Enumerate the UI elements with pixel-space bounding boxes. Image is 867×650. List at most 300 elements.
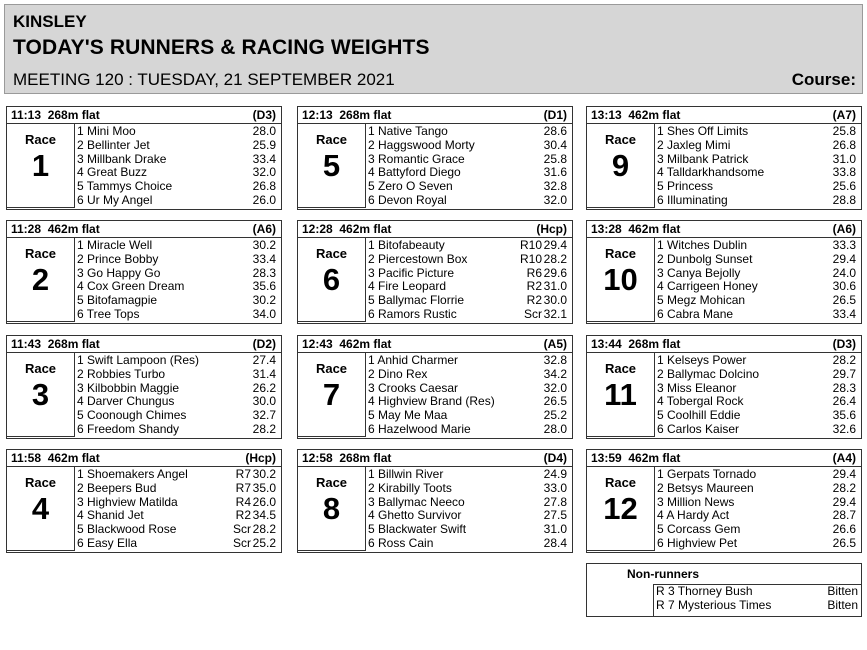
runner-row [76,509,279,523]
non-runners-list [653,584,861,616]
runner-name: 3 Million News [657,494,735,509]
runner-weight: 31.0 [543,522,567,537]
runner-name: 5 Tammys Choice [77,179,173,194]
runner-row [76,253,279,267]
runner-row [367,267,570,281]
runner-name: 4 Cox Green Dream [77,279,185,294]
runner-name: 1 Billwin River [368,467,444,481]
race-grade: (D3) [252,108,276,122]
runner-name: 5 Bitofamagpie [77,293,158,308]
runner-weight: 25.8 [832,124,856,138]
race-card [6,335,282,439]
runner-weight: 33.8 [832,165,856,180]
runner-name: 3 Crooks Caesar [368,380,459,395]
runner-name: 3 Millbank Drake [77,151,167,166]
runner-row [656,509,859,523]
race-time-distance [11,337,100,351]
runner-handicap: R10 [519,238,542,252]
runner-weight: 26.2 [252,380,276,395]
runner-row [76,239,279,253]
runner-weight: 32.7 [252,408,276,423]
runner-name: 5 Zero O Seven [368,179,453,194]
runner-list [367,354,570,437]
runner-row [76,423,279,437]
runner-weight: 25.6 [832,179,856,194]
runner-handicap: R10 [519,251,542,266]
runner-name: 4 Darver Chungus [77,394,175,409]
race-card [297,335,573,439]
runner-weight: 33.3 [832,238,856,252]
runner-weight: 33.4 [252,151,276,166]
race-distance: 462m flat [628,451,681,465]
runner-weight: 33.0 [543,480,567,495]
race-time-distance [302,451,391,465]
runner-row [76,482,279,496]
runner-name: 4 Great Buzz [77,165,148,180]
race-header [587,336,861,353]
runner-list [76,468,279,551]
race-time-distance [11,108,100,122]
runner-name: 3 Highview Matilda [77,494,178,509]
race-card [6,220,282,324]
runner-weight: 28.6 [543,124,567,138]
runner-handicap: Scr [524,306,542,321]
non-runners-title: Non-runners [627,567,699,581]
runner-row [656,253,859,267]
page-title: TODAY'S RUNNERS & RACING WEIGHTS [13,36,430,59]
runner-weight: 35.6 [252,279,276,294]
runner-handicap: R7 [235,467,251,481]
runner-list [76,239,279,322]
race-grade: (D4) [543,451,567,465]
race-label: Race [315,361,348,376]
runner-weight: 26.5 [832,293,856,308]
runner-weight: 25.9 [252,137,276,152]
runner-name: 1 Witches Dublin [657,238,748,252]
runner-weight: 32.0 [543,380,567,395]
runner-row [367,395,570,409]
runner-name: 2 Jaxleg Mimi [657,137,731,152]
runner-row [76,194,279,208]
non-runner-reason: Bitten [827,584,858,598]
race-card [586,220,862,324]
race-header [298,107,572,124]
runner-row [367,166,570,180]
runner-name: 2 Haggswood Morty [368,137,475,152]
runner-weight: 30.2 [252,238,276,252]
runner-weight: 24.0 [832,265,856,280]
runner-weight: 27.5 [543,508,567,523]
runner-row [656,267,859,281]
race-grade: (A5) [543,337,567,351]
race-number-panel [7,124,75,208]
runner-weight: 31.6 [543,165,567,180]
runner-name: 2 Piercestown Box [368,251,468,266]
runner-weight: 28.2 [832,480,856,495]
non-runners-box [586,563,862,617]
runner-name: 1 Gerpats Tornado [657,467,757,481]
race-label: Race [604,246,637,261]
runner-row [367,180,570,194]
race-number: 1 [31,148,50,183]
race-distance: 268m flat [339,108,392,122]
runner-row [656,280,859,294]
runner-name: 5 Blackwater Swift [368,522,467,537]
runner-name: 2 Beepers Bud [77,480,157,495]
runner-row [656,423,859,437]
runner-row [76,267,279,281]
runner-name: 6 Easy Ella [77,535,138,550]
runner-weight: 32.8 [543,179,567,194]
race-header [298,450,572,467]
runner-name: 5 Coonough Chimes [77,408,187,423]
race-header [7,107,281,124]
runner-weight: 28.2 [832,353,856,367]
race-header [298,336,572,353]
race-number-panel [587,467,655,551]
race-label: Race [24,475,57,490]
runner-row [76,523,279,537]
runner-weight: 31.0 [543,279,567,294]
race-number-panel [7,238,75,322]
runner-name: 4 Fire Leopard [368,279,447,294]
runner-weight: 28.2 [252,421,276,436]
runner-weight: 30.0 [252,394,276,409]
race-number: 7 [322,377,341,412]
runner-row [656,468,859,482]
race-grade: (A7) [832,108,856,122]
runner-row [76,308,279,322]
runner-name: 4 Tobergal Rock [657,394,744,409]
race-number: 8 [322,491,341,526]
runner-row [367,523,570,537]
race-header [587,221,861,238]
runner-weight: 29.4 [832,251,856,266]
runner-row [656,139,859,153]
runner-weight: 30.6 [832,279,856,294]
runner-name: 1 Shes Off Limits [657,124,749,138]
race-label: Race [604,361,637,376]
race-header [587,450,861,467]
runner-name: 5 May Me Maa [368,408,448,423]
race-grade: (A4) [832,451,856,465]
runner-row [76,280,279,294]
race-time-distance [591,337,680,351]
runner-row [656,368,859,382]
race-number-panel [587,124,655,208]
runner-weight: 29.4 [832,494,856,509]
runner-row [76,537,279,551]
runner-name: 3 Go Happy Go [77,265,161,280]
race-grade: (A6) [832,222,856,236]
runner-weight: 28.4 [543,535,567,550]
race-label: Race [604,475,637,490]
runner-weight: 25.2 [252,535,276,550]
race-card [297,220,573,324]
runner-name: 5 Coolhill Eddie [657,408,741,423]
runner-handicap: R7 [235,480,251,495]
race-grade: (D2) [252,337,276,351]
meeting-info: MEETING 120 : TUESDAY, 21 SEPTEMBER 2021 [13,70,395,89]
race-time-distance [591,108,680,122]
runner-name: 1 Anhid Charmer [368,353,459,367]
runner-name: 6 Freedom Shandy [77,421,180,436]
runner-weight: 34.5 [252,508,276,523]
race-distance: 268m flat [47,108,100,122]
race-grade: (D1) [543,108,567,122]
race-distance: 268m flat [47,337,100,351]
race-time: 11:28 [11,222,42,236]
runner-list [76,354,279,437]
runner-weight: 34.0 [252,306,276,321]
race-number-panel [298,124,366,208]
race-number: 2 [31,262,50,297]
runner-name: 6 Devon Royal [368,192,447,207]
race-number-panel [7,467,75,551]
runner-weight: 24.9 [543,467,567,481]
runner-weight: 28.2 [543,251,567,266]
runner-name: 5 Princess [657,179,714,194]
runner-row [367,139,570,153]
runner-name: 3 Kilbobbin Maggie [77,380,180,395]
runner-row [76,294,279,308]
runner-name: 5 Ballymac Florrie [368,293,465,308]
runner-list [656,239,859,322]
runner-row [76,382,279,396]
runner-name: 6 Carlos Kaiser [657,421,740,436]
runner-row [656,409,859,423]
runner-list [367,468,570,551]
runner-name: 2 Bellinter Jet [77,137,150,152]
runner-row [656,523,859,537]
runner-name: 4 Talldarkhandsome [657,165,765,180]
runner-name: 3 Pacific Picture [368,265,455,280]
race-time: 11:58 [11,451,42,465]
race-number-panel [587,353,655,437]
runner-weight: 27.4 [252,353,276,367]
runner-row [76,368,279,382]
runner-name: 6 Ross Cain [368,535,434,550]
runner-row [656,180,859,194]
race-header [7,221,281,238]
race-header [7,336,281,353]
runner-weight: 32.8 [543,353,567,367]
race-time: 12:43 [302,337,333,351]
runner-row [367,382,570,396]
runner-row [656,294,859,308]
runner-handicap: R6 [526,265,542,280]
org-name: KINSLEY [13,12,87,31]
runner-row [367,368,570,382]
runner-name: 6 Cabra Mane [657,306,734,321]
race-distance: 462m flat [628,108,681,122]
runner-row [367,409,570,423]
race-distance: 462m flat [339,222,392,236]
runner-row [656,354,859,368]
runner-list [367,239,570,322]
runner-row [367,423,570,437]
runner-weight: 29.4 [543,238,567,252]
non-runner-name: R 7 Mysterious Times [656,597,772,612]
runner-weight: 29.7 [832,366,856,381]
runner-row [656,496,859,510]
runner-name: 3 Canya Bejolly [657,265,741,280]
runner-list [656,125,859,208]
race-distance: 268m flat [628,337,681,351]
runner-name: 3 Romantic Grace [368,151,465,166]
runner-row [367,153,570,167]
runner-weight: 32.1 [543,306,567,321]
runner-name: 2 Robbies Turbo [77,366,166,381]
runner-name: 5 Blackwood Rose [77,522,177,537]
race-card [6,449,282,553]
runner-list [367,125,570,208]
race-label: Race [315,132,348,147]
race-number: 4 [31,491,50,526]
race-time-distance [11,222,100,236]
runner-name: 2 Betsys Maureen [657,480,754,495]
runner-weight: 28.0 [543,421,567,436]
runner-row [367,468,570,482]
runner-weight: 26.8 [832,137,856,152]
runner-handicap: R2 [526,279,542,294]
runner-name: 6 Tree Tops [77,306,140,321]
non-runner-row [654,599,861,613]
runner-name: 2 Dino Rex [368,366,428,381]
race-time: 12:28 [302,222,333,236]
runner-weight: 34.2 [543,366,567,381]
runner-row [367,482,570,496]
race-header [7,450,281,467]
race-distance: 462m flat [47,451,100,465]
runner-name: 4 A Hardy Act [657,508,730,523]
race-time: 13:44 [591,337,622,351]
runner-weight: 32.0 [252,165,276,180]
runner-handicap: R2 [526,293,542,308]
race-number: 11 [604,377,637,412]
race-distance: 462m flat [339,337,392,351]
runner-weight: 26.5 [832,535,856,550]
runner-row [76,354,279,368]
race-grade: (A6) [252,222,276,236]
runner-weight: 26.5 [543,394,567,409]
runner-row [76,125,279,139]
runner-weight: 32.6 [832,421,856,436]
runner-list [76,125,279,208]
race-label: Race [24,132,57,147]
runner-name: 6 Highview Pet [657,535,738,550]
runner-weight: 30.4 [543,137,567,152]
runner-name: 4 Highview Brand (Res) [368,394,495,409]
runner-handicap: Scr [233,535,251,550]
non-runner-row [654,585,861,599]
runner-row [367,496,570,510]
runner-row [656,194,859,208]
runner-row [76,139,279,153]
runner-row [367,509,570,523]
runner-name: 3 Ballymac Neeco [368,494,465,509]
runner-weight: 33.4 [832,306,856,321]
race-number: 5 [322,148,341,183]
runner-handicap: R4 [235,494,251,509]
runner-weight: 25.2 [543,408,567,423]
non-runner-reason: Bitten [827,597,858,612]
runner-name: 2 Dunbolg Sunset [657,251,753,266]
runner-weight: 30.2 [252,467,276,481]
runner-name: 2 Kirabilly Toots [368,480,452,495]
runner-weight: 30.0 [543,293,567,308]
runner-name: 3 Milbank Patrick [657,151,749,166]
runner-handicap: R2 [235,508,251,523]
runner-row [76,395,279,409]
runner-weight: 29.6 [543,265,567,280]
runner-row [656,482,859,496]
runner-row [76,468,279,482]
runner-name: 6 Ramors Rustic [368,306,457,321]
race-label: Race [315,246,348,261]
runner-name: 1 Shoemakers Angel [77,467,188,481]
race-grade: (D3) [832,337,856,351]
runner-name: 5 Megz Mohican [657,293,746,308]
page-header [4,4,863,94]
race-number-panel [587,238,655,322]
race-number-panel [298,353,366,437]
runner-list [656,354,859,437]
runner-name: 5 Corcass Gem [657,522,741,537]
runner-row [367,239,570,253]
runner-weight: 28.3 [832,380,856,395]
runner-name: 1 Bitofabeauty [368,238,445,252]
race-label: Race [315,475,348,490]
runner-weight: 30.2 [252,293,276,308]
race-card [586,449,862,553]
runner-weight: 32.0 [543,192,567,207]
runner-weight: 28.2 [252,522,276,537]
runner-name: 6 Ur My Angel [77,192,153,207]
race-time: 12:58 [302,451,333,465]
non-runner-name: R 3 Thorney Bush [656,584,753,598]
runner-name: 2 Prince Bobby [77,251,159,266]
runner-weight: 26.4 [832,394,856,409]
runner-row [656,125,859,139]
runner-weight: 27.8 [543,494,567,509]
race-time-distance [11,451,100,465]
race-time: 11:13 [11,108,42,122]
runner-name: 6 Hazelwood Marie [368,421,471,436]
runner-weight: 33.4 [252,251,276,266]
runner-weight: 26.0 [252,192,276,207]
runner-row [367,294,570,308]
race-grade: (Hcp) [245,451,276,465]
runner-row [656,308,859,322]
course-label: Course: [791,70,856,89]
race-time: 11:43 [11,337,42,351]
runner-name: 3 Miss Eleanor [657,380,737,395]
runner-handicap: Scr [233,522,251,537]
runner-weight: 35.6 [832,408,856,423]
runner-weight: 26.8 [252,179,276,194]
runner-weight: 26.6 [832,522,856,537]
race-number: 9 [611,148,630,183]
race-distance: 268m flat [339,451,392,465]
runner-name: 4 Carrigeen Honey [657,279,758,294]
runner-weight: 28.3 [252,265,276,280]
runner-row [367,537,570,551]
runner-weight: 29.4 [832,467,856,481]
runner-row [76,153,279,167]
race-label: Race [24,246,57,261]
race-time-distance [302,222,391,236]
